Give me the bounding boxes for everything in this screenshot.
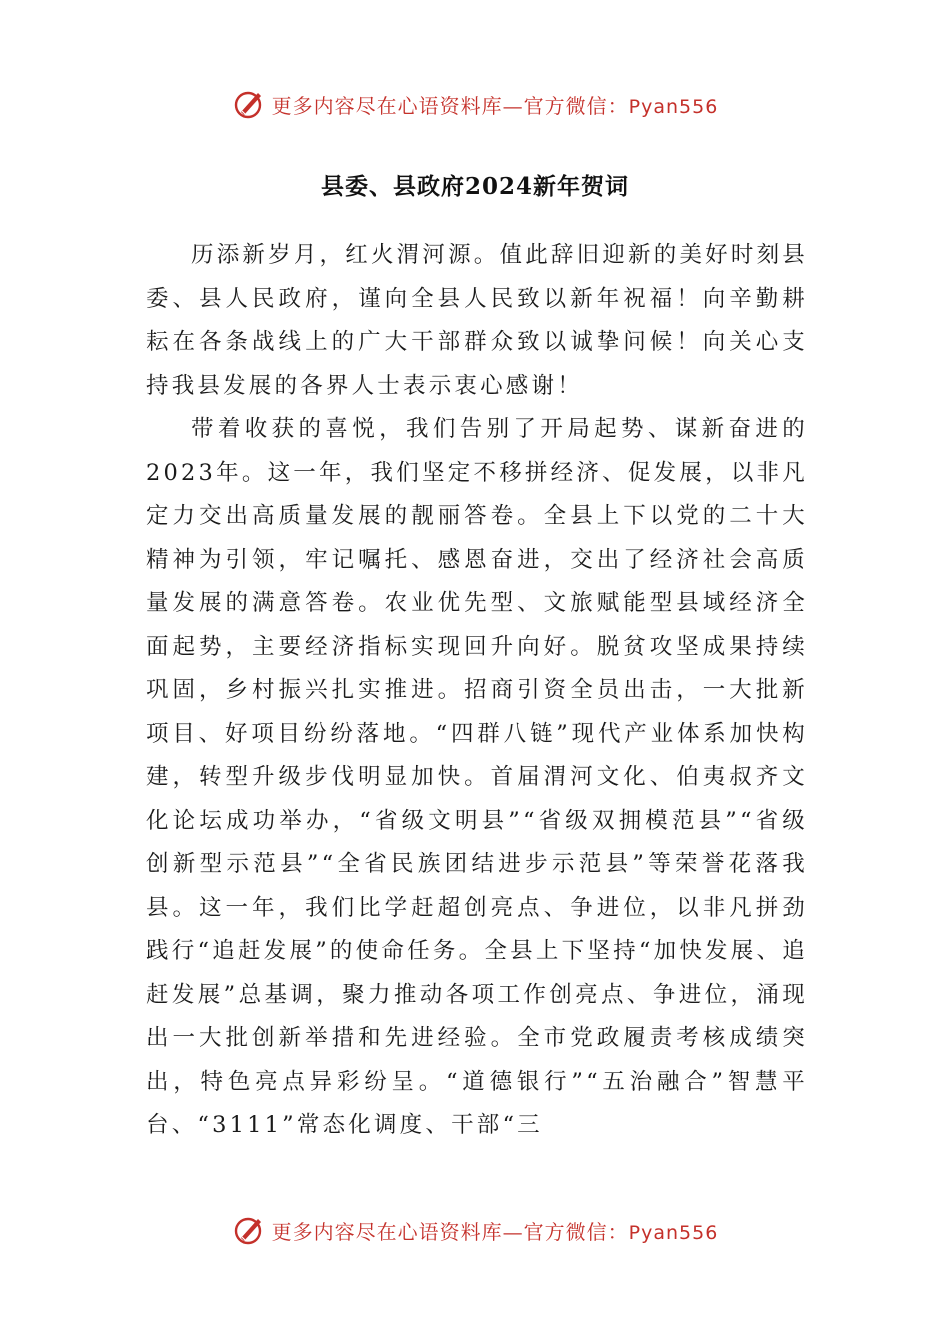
- body-paragraph-1: 历添新岁月，红火渭河源。值此辞旧迎新的美好时刻县委、县人民政府，谨向全县人民致以新年祝福！向辛勤耕耘在各条战线上的广大干部群众致以诚挚问候！向关心支持我县发展的各界人士表示衷心感谢！: [146, 242, 808, 399]
- footer-watermark-inner: [232, 1213, 719, 1247]
- header-watermark-text: 更多内容尽在心语资料库—官方微信：Pyan556: [271, 93, 719, 118]
- quill-pen-logo-icon: [232, 87, 266, 121]
- header-watermark-inner: [232, 87, 719, 121]
- footer-watermark-text: 更多内容尽在心语资料库—官方微信：Pyan556: [271, 1219, 719, 1244]
- footer-watermark-banner: [0, 1210, 950, 1250]
- quill-pen-logo-icon: [232, 1213, 266, 1247]
- document-body: [146, 234, 808, 1148]
- body-paragraph-2: 带着收获的喜悦，我们告别了开局起势、谋新奋进的2023年。这一年，我们坚定不移拼经济、促发展，以非凡定力交出高质量发展的靓丽答卷。全县上下以党的二十大精神为引领，牢记嘱托、感恩奋进，交出了经济社会高质量发展的满意答卷。农业优先型、文旅赋能型县域经济全面起势，主要经济指标实现回升向好。脱贫攻坚成果持续巩固，乡村振兴扎实推进。招商引资全员出击，一大批新项目、好项目纷纷落地。“四群八链”现代产业体系加快构建，转型升级步伐明显加快。首届渭河文化、伯夷叔齐文化论坛成功举办，“省级文明县”“省级双拥模范县”“省级创新型示范县”“全省民族团结进步示范县”等荣誉花落我县。这一年，我们比学赶超创亮点、争进位，以非凡拼劲践行“追赶发展”的使命任务。全县上下坚持“加快发展、追赶发展”总基调，聚力推动各项工作创亮点、争进位，涌现出一大批创新举措和先进经验。全市党政履责考核成绩突出，特色亮点异彩纷呈。“道德银行”“五治融合”智慧平台、“3111”常态化调度、干部“三: [146, 416, 808, 1138]
- header-watermark-banner: [0, 84, 950, 124]
- document-title: 县委、县政府2024新年贺词: [320, 173, 629, 200]
